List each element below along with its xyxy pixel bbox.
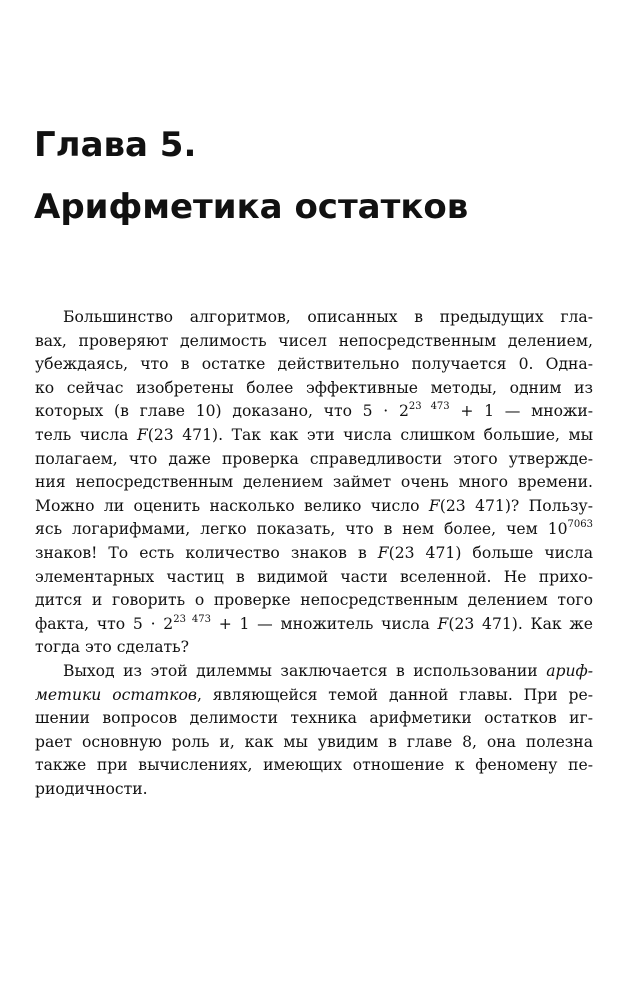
text-line: тогда это сделать? (35, 638, 189, 657)
text-line (35, 613, 593, 637)
text-line (35, 542, 593, 566)
text-line: Большинство алгоритмов, описанных в предыдущих гла- (63, 308, 593, 326)
text-line (35, 400, 593, 424)
math-symbol: F (437, 614, 449, 633)
text-fragment: + 1 — множитель числа (210, 614, 438, 633)
chapter-body (35, 306, 593, 801)
text-fragment: ясь логарифмами, легко показать, что в нем более, чем 10 (35, 520, 568, 539)
text-line: также при вычислениях, имеющих отношение к феномену пе- (35, 756, 593, 775)
text-line (35, 684, 593, 708)
text-line (35, 424, 593, 448)
chapter-name: Арифметика остатков (34, 187, 469, 227)
text-fragment: , являющейся темой данной главы. При ре- (196, 685, 593, 704)
text-fragment: тель числа (35, 425, 137, 444)
text-fragment: + 1 — множи- (449, 402, 594, 421)
text-line (35, 495, 593, 519)
text-line (35, 660, 593, 684)
exponent: 23 473 (408, 401, 450, 413)
text-fragment: факта, что 5 · 2 (35, 614, 174, 633)
text-line: ко сейчас изобретены более эффективные методы, одним из (35, 378, 593, 397)
chapter-number: Глава 5. (34, 125, 197, 165)
text-line (35, 518, 593, 542)
math-symbol: F (377, 543, 389, 562)
paragraph-1 (35, 306, 593, 660)
exponent: 7063 (567, 519, 593, 531)
text-fragment: Можно ли оценить насколько велико число (35, 496, 429, 515)
text-fragment: знаков! То есть количество знаков в (35, 543, 378, 562)
text-fragment: (23 471)? Пользу- (439, 496, 593, 515)
paragraph-2 (35, 660, 593, 802)
text-fragment: (23 471). Как же (448, 614, 593, 633)
text-line: убеждаясь, что в остатке действительно получается 0. Одна- (35, 355, 593, 374)
text-fragment: (23 471). Так как эти числа слишком большие, мы (147, 425, 594, 444)
exponent: 23 473 (173, 613, 211, 625)
chapter-title (34, 114, 594, 238)
math-symbol: F (428, 496, 440, 515)
text-fragment: Выход из этой дилеммы заключается в использовании (63, 661, 547, 680)
text-line: дится и говорить о проверке непосредственным делением того (35, 591, 593, 610)
text-line: рает основную роль и, как мы увидим в главе 8, она полезна (35, 732, 593, 751)
emphasized-term: метики остатков (35, 685, 197, 704)
text-fragment: (23 471) больше числа (388, 543, 593, 562)
text-line: вах, проверяют делимость чисел непосредственным делением, (35, 331, 593, 350)
text-line: ния непосредственным делением займет очень много времени. (35, 473, 593, 492)
text-line: полагаем, что даже проверка справедливости этого утвержде- (35, 449, 593, 468)
emphasized-term: ариф- (546, 661, 593, 680)
text-fragment: которых (в главе 10) доказано, что 5 · 2 (35, 402, 409, 421)
text-line: элементарных частиц в видимой части вселенной. Не прихо- (35, 567, 593, 586)
math-symbol: F (136, 425, 148, 444)
text-line: шении вопросов делимости техника арифметики остатков иг- (35, 709, 593, 728)
text-line: риодичности. (35, 779, 148, 798)
